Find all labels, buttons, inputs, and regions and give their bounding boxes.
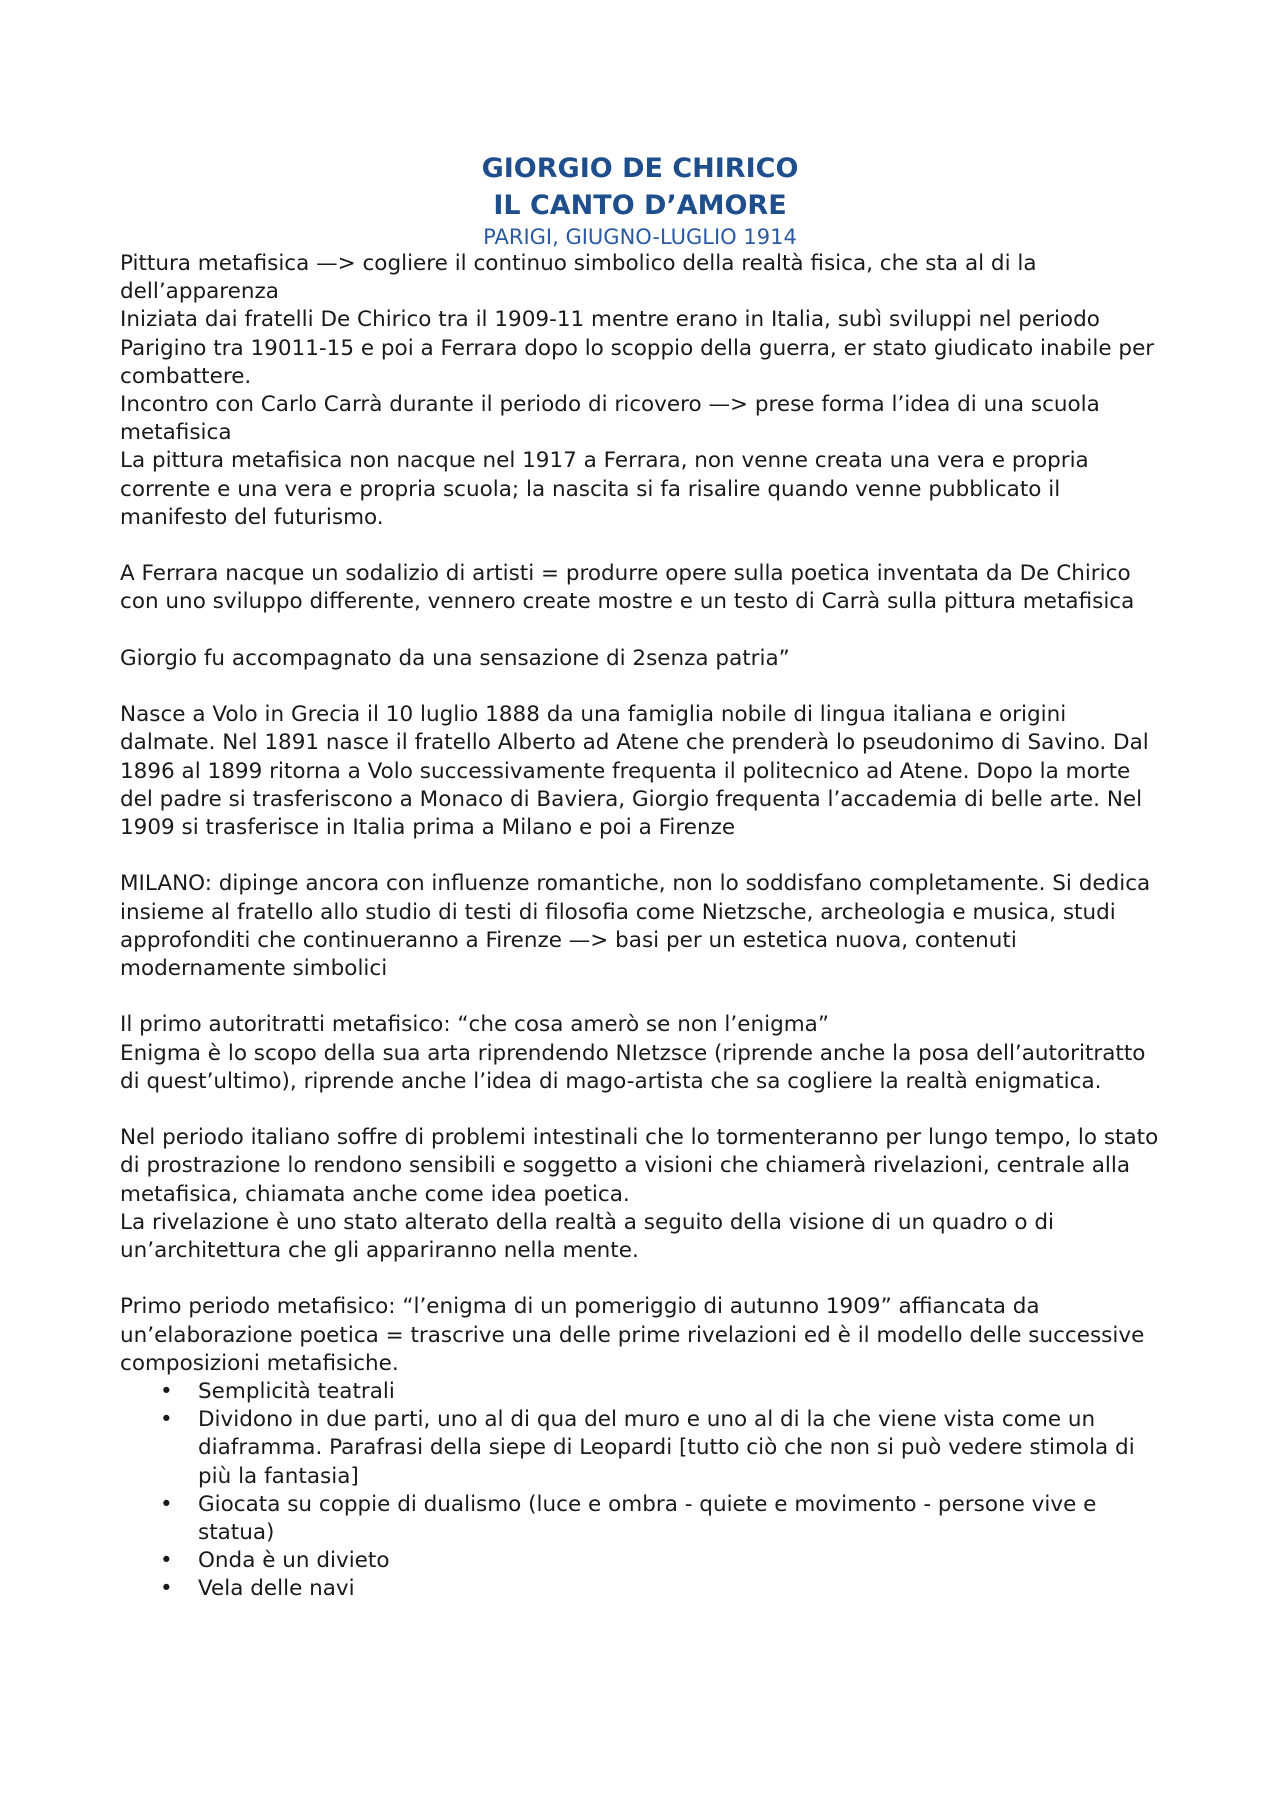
paragraph: MILANO: dipinge ancora con influenze romantiche, non lo soddisfano completamente. Si dedica insieme al fratello allo studio di testi di filosofia come Nietzsche, archeologia e musica, studi approfonditi che continueranno a Firenze —> basi per un estetica nuova, contenuti modernamente simbolici [120, 871, 1151, 982]
bullet-icon: • [160, 1576, 173, 1602]
section-intro [120, 250, 1160, 532]
bullet-icon: • [160, 1407, 173, 1433]
document-title-line-1: GIORGIO DE CHIRICO [481, 153, 799, 184]
section-rivelazione [120, 1124, 1160, 1265]
paragraph: Nasce a Volo in Grecia il 10 luglio 1888 da una famiglia nobile di lingua italiana e origini dalmate. Nel 1891 nasce il fratello Alberto ad Atene che prenderà lo pseudonimo di Savino. Dal 1896 al 1899 ritorna a Volo successivamente frequenta il politecnico ad Atene. Dopo la morte del padre si trasferiscono a Monaco di Baviera, Giorgio frequenta l’accademia di belle arte. Nel 1909 si trasferisce in Italia prima a Milano e poi a Firenze [120, 702, 1149, 841]
paragraph: Iniziata dai fratelli De Chirico tra il 1909-11 mentre erano in Italia, subì sviluppi nel periodo Parigino tra 19011-15 e poi a Ferrara dopo lo scoppio della guerra, er stato giudicato inabile per combattere. [120, 307, 1155, 389]
list-item-text: Vela delle navi [198, 1576, 355, 1602]
paragraph: A Ferrara nacque un sodalizio di artisti = produrre opere sulla poetica inventata da De Chirico con uno sviluppo differente, vennero create mostre e un testo di Carrà sulla pittura metafisica [120, 561, 1135, 615]
section-ferrara [120, 560, 1160, 616]
list-item [120, 1575, 1160, 1603]
section-biografia [120, 701, 1160, 842]
section-milano [120, 870, 1160, 983]
list-item-text: Onda è un divieto [198, 1548, 390, 1574]
list-item-text: Semplicità teatrali [198, 1379, 395, 1405]
paragraph: Nel periodo italiano soffre di problemi intestinali che lo tormenteranno per lungo tempo, lo stato di prostrazione lo rendono sensibili e soggetto a visioni che chiamerà rivelazioni, centrale alla metafisica, chiamata anche come idea poetica. [120, 1125, 1159, 1207]
paragraph: Pittura metafisica —> cogliere il continuo simbolico della realtà fisica, che sta al di la dell’apparenza [120, 251, 1037, 305]
paragraph: La pittura metafisica non nacque nel 1917 a Ferrara, non venne creata una vera e propria corrente e una vera e propria scuola; la nascita si fa risalire quando venne pubblicato il manifesto del futurismo. [120, 448, 1089, 530]
document-subtitle: PARIGI, GIUGNO-LUGLIO 1914 [483, 225, 797, 249]
list-item [120, 1406, 1160, 1491]
paragraph: La rivelazione è uno stato alterato della realtà a seguito della visione di un quadro o di un’architettura che gli appariranno nella mente. [120, 1209, 1055, 1264]
paragraph: Enigma è lo scopo della sua arta riprendendo NIetzsce (riprende anche la posa dell’autoritratto di quest’ultimo), riprende anche l’idea di mago-artista che sa cogliere la realtà enigmatica. [120, 1040, 1146, 1094]
section-patria [120, 645, 1160, 673]
paragraph: Il primo autoritratti metafisico: “che cosa amerò se non l’enigma” [120, 1012, 829, 1038]
bullet-icon: • [160, 1548, 173, 1574]
list-item [120, 1547, 1160, 1575]
bullet-icon: • [160, 1379, 173, 1405]
paragraph: Incontro con Carlo Carrà durante il periodo di ricovero —> prese forma l’idea di una scuola metafisica [120, 392, 1100, 446]
paragraph: Giorgio fu accompagnato da una sensazione di 2senza patria” [120, 645, 790, 671]
list-item [120, 1491, 1160, 1547]
bullet-list [120, 1378, 1160, 1604]
paragraph-gap [120, 673, 1160, 701]
paragraph-gap [120, 983, 1160, 1011]
paragraph: Primo periodo metafisico: “l’enigma di un pomeriggio di autunno 1909” affiancata da un’elaborazione poetica = trascrive una delle prime rivelazioni ed è il modello delle successive composizioni metafisiche. [120, 1294, 1145, 1376]
paragraph-gap [120, 617, 1160, 645]
bullet-icon: • [160, 1491, 173, 1517]
list-item-text: Giocata su coppie di dualismo (luce e ombra - quiete e movimento - persone vive e statua) [198, 1491, 1097, 1546]
list-item [120, 1378, 1160, 1406]
paragraph-gap [120, 532, 1160, 560]
document-page [120, 150, 1160, 1604]
paragraph-gap [120, 1265, 1160, 1293]
paragraph-gap [120, 842, 1160, 870]
section-primo-periodo [120, 1293, 1160, 1378]
list-item-text: Dividono in due parti, uno al di qua del muro e uno al di la che viene vista come un diaframma. Parafrasi della siepe di Leopardi [tutto ciò che non si può vedere stimola di più la fantasia] [198, 1407, 1135, 1489]
paragraph-gap [120, 1096, 1160, 1124]
document-title-line-2: IL CANTO D’AMORE [493, 190, 787, 221]
section-autoritratto [120, 1011, 1160, 1096]
